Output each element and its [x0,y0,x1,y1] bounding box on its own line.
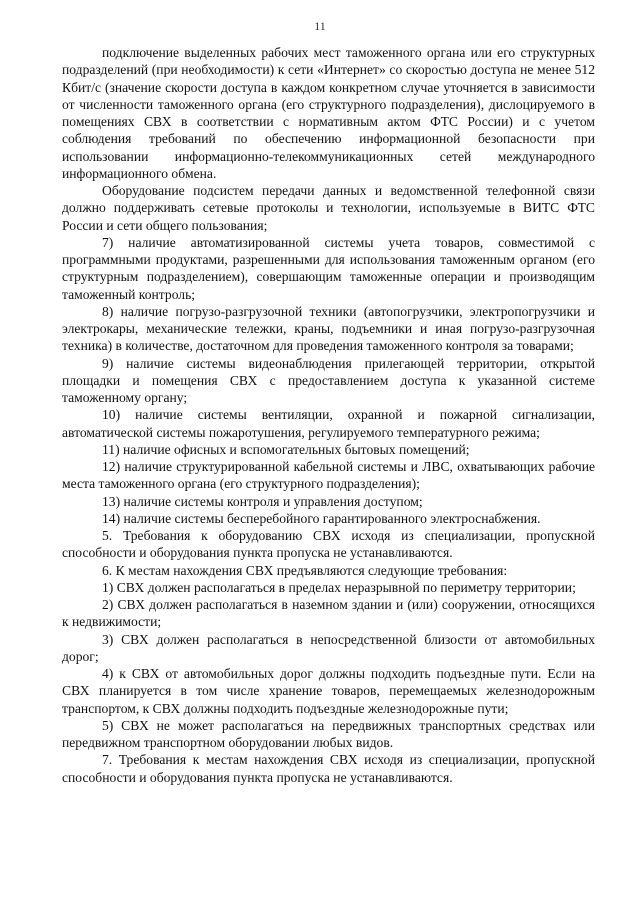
paragraph-location-1: 1) СВХ должен располагаться в пределах неразрывной по периметру территории; [102,579,576,595]
paragraph-data-transmission: Оборудование подсистем передачи данных и ведомственной телефонной связи должно поддерживать сетевые протоколы и технологии, используемые в ВИТС ФТС России и сети общего пользования; [62,183,595,233]
page-number: 11 [314,19,326,33]
paragraph-section-5: 5. Требования к оборудованию СВХ исходя из специализации, пропускной способности и оборудования пункта пропуска не устанавливаются. [62,528,595,561]
paragraph-item-8: 8) наличие погрузо-разгрузочной техники (автопогрузчики, электропогрузчики и электрокары, механические тележки, краны, подъемники и иная погрузо-разгрузочная техника) в количестве, достаточном для проведения таможенного контроля за товарами; [62,303,595,354]
paragraph-item-7: 7) наличие автоматизированной системы учета товаров, совместимой с программными продуктами, разрешенными для использования таможенным органом (его структурным подразделением), совершающим таможенные операции и производящим таможенный контроль; [62,234,595,302]
paragraph-item-11: 11) наличие офисных и вспомогательных бытовых помещений; [102,441,470,457]
paragraph-item-12: 12) наличие структурированной кабельной системы и ЛВС, охватывающих рабочие места таможенного органа (его структурного подразделения); [62,459,595,492]
paragraph-location-5: 5) СВХ не может располагаться на передвижных транспортных средствах или передвижном транспортном оборудовании любых видов. [62,717,595,750]
paragraph-section-7: 7. Требования к местам нахождения СВХ исходя из специализации, пропускной способности и оборудования пункта пропуска не устанавливаются. [62,752,595,785]
document-body [62,44,595,786]
paragraph-internet-connection: подключение выделенных рабочих мест таможенного органа или его структурных подразделений (при необходимости) к сети «Интернет» со скоростью доступа не менее 512 Кбит/с (значение скорости доступа в каждом конкретном случае уточняется в зависимости от численности таможенного органа (его структурного подразделения), дислоцируемого в помещениях СВХ в соответствии с нормативным актом ФТС России) и с учетом соблюдения требований по обеспечению информационной безопасности при использовании информационно-телекоммуникационных сетей международного информационного обмена. [62,45,595,181]
paragraph-item-13: 13) наличие системы контроля и управления доступом; [102,493,423,509]
paragraph-location-4: 4) к СВХ от автомобильных дорог должны подходить подъездные пути. Если на СВХ планируется в том числе хранение товаров, перемещаемых железнодорожным транспортом, к СВХ должны подходить подъездные железнодорожные пути; [62,666,595,716]
paragraph-item-10: 10) наличие системы вентиляции, охранной и пожарной сигнализации, автоматической системы пожаротушения, регулируемого температурного режима; [62,407,595,440]
paragraph-item-14: 14) наличие системы бесперебойного гарантированного электроснабжения. [102,510,541,526]
paragraph-location-3: 3) СВХ должен располагаться в непосредственной близости от автомобильных дорог; [62,631,595,664]
paragraph-location-2: 2) СВХ должен располагаться в наземном здании и (или) сооружении, относящихся к недвижимости; [62,597,595,630]
paragraph-item-9: 9) наличие системы видеонаблюдения прилегающей территории, открытой площадки и помещения СВХ с предоставлением доступа к указанной системе таможенному органу; [62,355,595,405]
paragraph-section-6: 6. К местам нахождения СВХ предъявляются следующие требования: [102,562,508,578]
